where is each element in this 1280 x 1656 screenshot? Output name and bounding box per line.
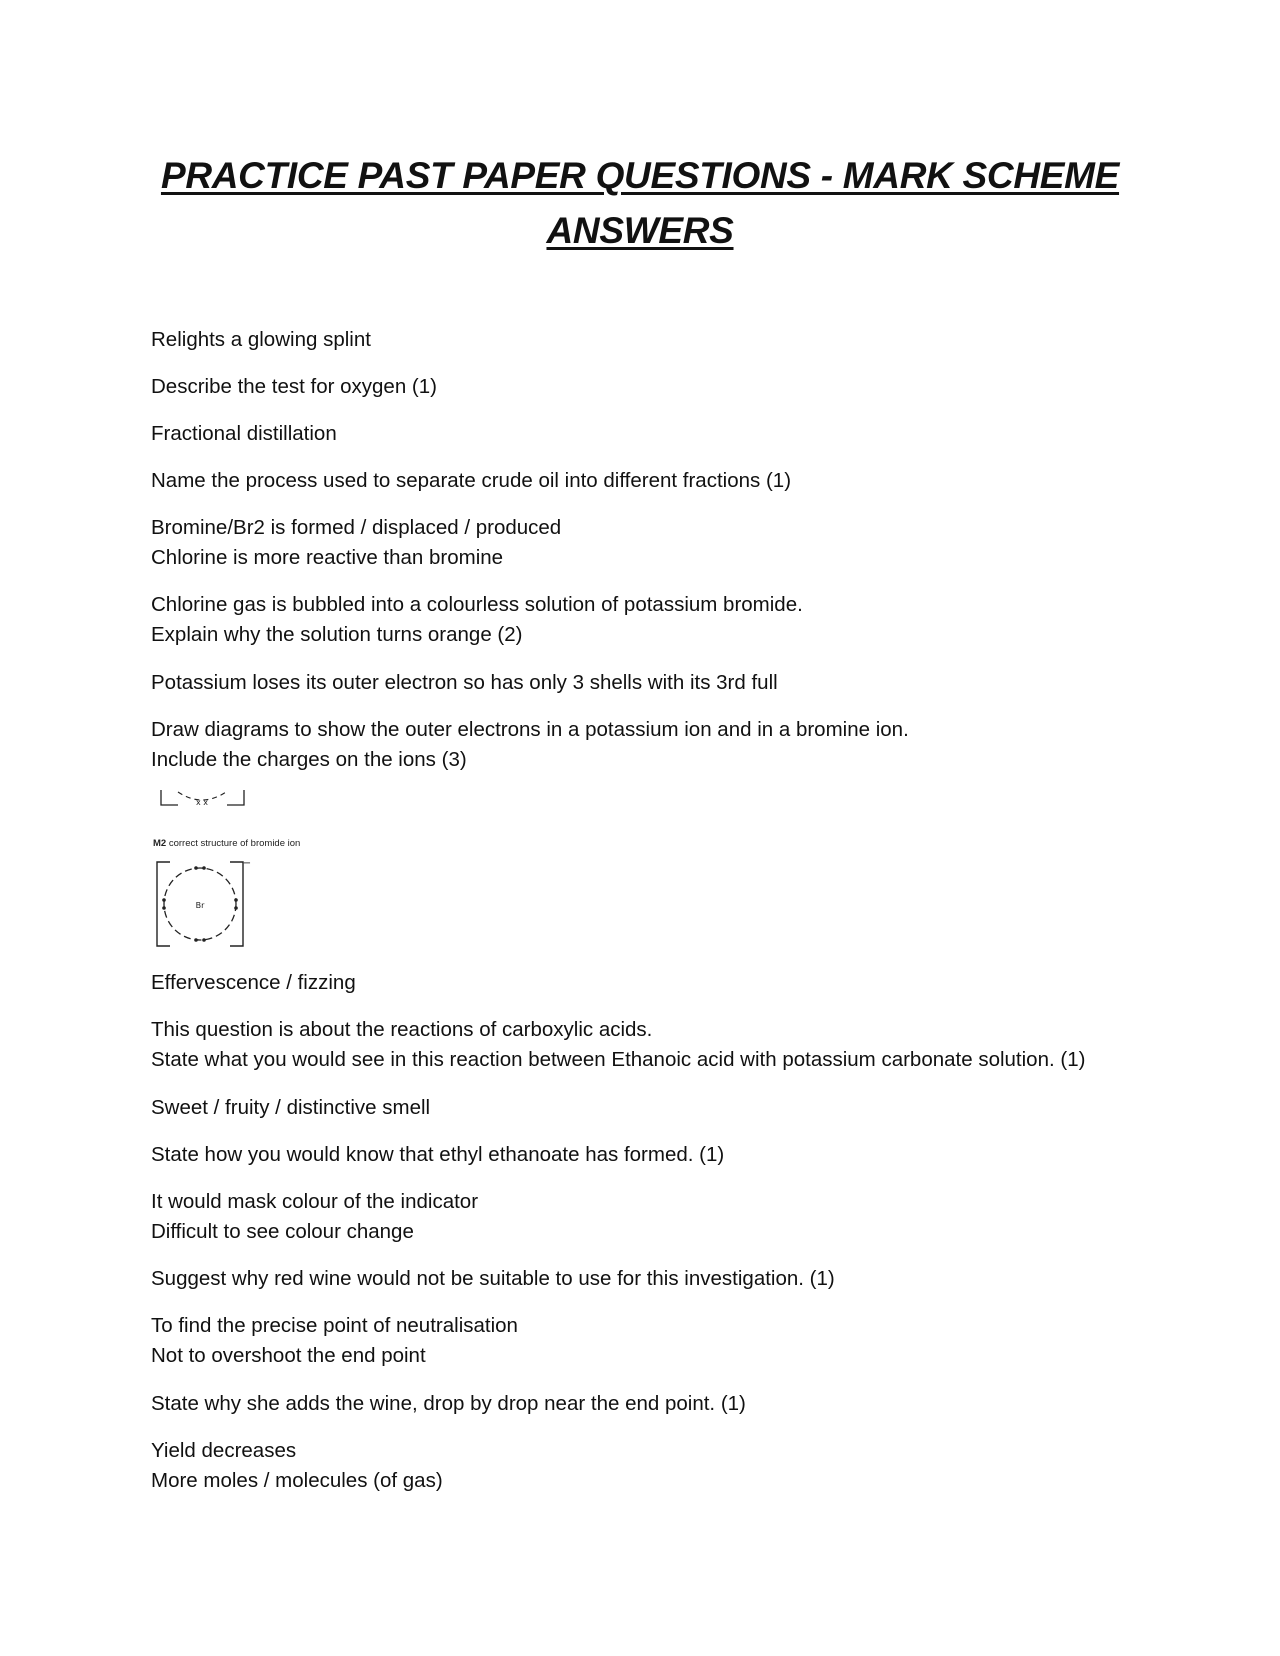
answer-potassium-ion [151, 668, 778, 698]
text-line: State what you would see in this reaction between Ethanoic acid with potassium carbonate solution. (1) [151, 1048, 1086, 1071]
answer-yield [151, 1436, 443, 1496]
answer-red-wine [151, 1187, 478, 1247]
text-line: Describe the test for oxygen (1) [151, 375, 437, 398]
title-line-2: ANSWERS [546, 210, 734, 251]
svg-text:x x: x x [196, 798, 209, 807]
caption-mark: M2 [153, 838, 167, 849]
caption-text: correct structure of bromide ion [168, 838, 301, 849]
title-line-1: PRACTICE PAST PAPER QUESTIONS - MARK SCHEME [160, 155, 1120, 196]
text-line: Bromine/Br2 is formed / displaced / produced [151, 516, 562, 539]
answer-bromine-displacement [151, 513, 561, 573]
answer-drop-by-drop [151, 1311, 518, 1371]
text-line: It would mask colour of the indicator [151, 1190, 479, 1213]
text-line: Name the process used to separate crude oil into different fractions (1) [151, 469, 792, 492]
answer-ester-smell [151, 1093, 430, 1123]
text-line: Chlorine gas is bubbled into a colourless solution of potassium bromide. [151, 593, 803, 616]
bromide-ion-diagram [150, 860, 250, 950]
text-line: Difficult to see colour change [151, 1220, 414, 1243]
text-line: Suggest why red wine would not be suitable to use for this investigation. (1) [151, 1267, 835, 1290]
question-drop-by-drop [151, 1389, 746, 1419]
question-oxygen-test [151, 372, 437, 402]
answer-crude-oil [151, 419, 337, 449]
question-bromine-displacement [151, 590, 803, 650]
answer-oxygen-test [151, 325, 371, 355]
text-line: Sweet / fruity / distinctive smell [151, 1096, 431, 1119]
ion-charge: − [242, 858, 252, 869]
text-line: Explain why the solution turns orange (2) [151, 623, 523, 646]
text-line: To find the precise point of neutralisation [151, 1314, 518, 1337]
page-title [150, 148, 1130, 258]
text-line: State why she adds the wine, drop by drop near the end point. (1) [151, 1392, 746, 1415]
question-red-wine [151, 1264, 835, 1294]
text-line: Yield decreases [151, 1439, 297, 1462]
question-carboxylic-acids [151, 1015, 1085, 1075]
ion-symbol: Br [195, 901, 205, 910]
text-line: This question is about the reactions of carboxylic acids. [151, 1018, 653, 1041]
question-ethyl-ethanoate [151, 1140, 724, 1170]
figure-caption [153, 838, 300, 850]
text-line: Fractional distillation [151, 422, 337, 445]
potassium-ion-diagram-fragment [150, 788, 250, 810]
text-line: Draw diagrams to show the outer electrons in a potassium ion and in a bromine ion. [151, 718, 909, 741]
text-line: State how you would know that ethyl ethanoate has formed. (1) [151, 1143, 725, 1166]
text-line: Effervescence / fizzing [151, 971, 356, 994]
text-line: More moles / molecules (of gas) [151, 1469, 443, 1492]
text-line: Include the charges on the ions (3) [151, 748, 467, 771]
text-line: Relights a glowing splint [151, 328, 371, 351]
question-ion-diagrams [151, 715, 909, 775]
answer-effervescence [151, 968, 356, 998]
text-line: Not to overshoot the end point [151, 1344, 426, 1367]
question-crude-oil [151, 466, 791, 496]
text-line: Chlorine is more reactive than bromine [151, 546, 504, 569]
text-line: Potassium loses its outer electron so has only 3 shells with its 3rd full [151, 671, 778, 694]
